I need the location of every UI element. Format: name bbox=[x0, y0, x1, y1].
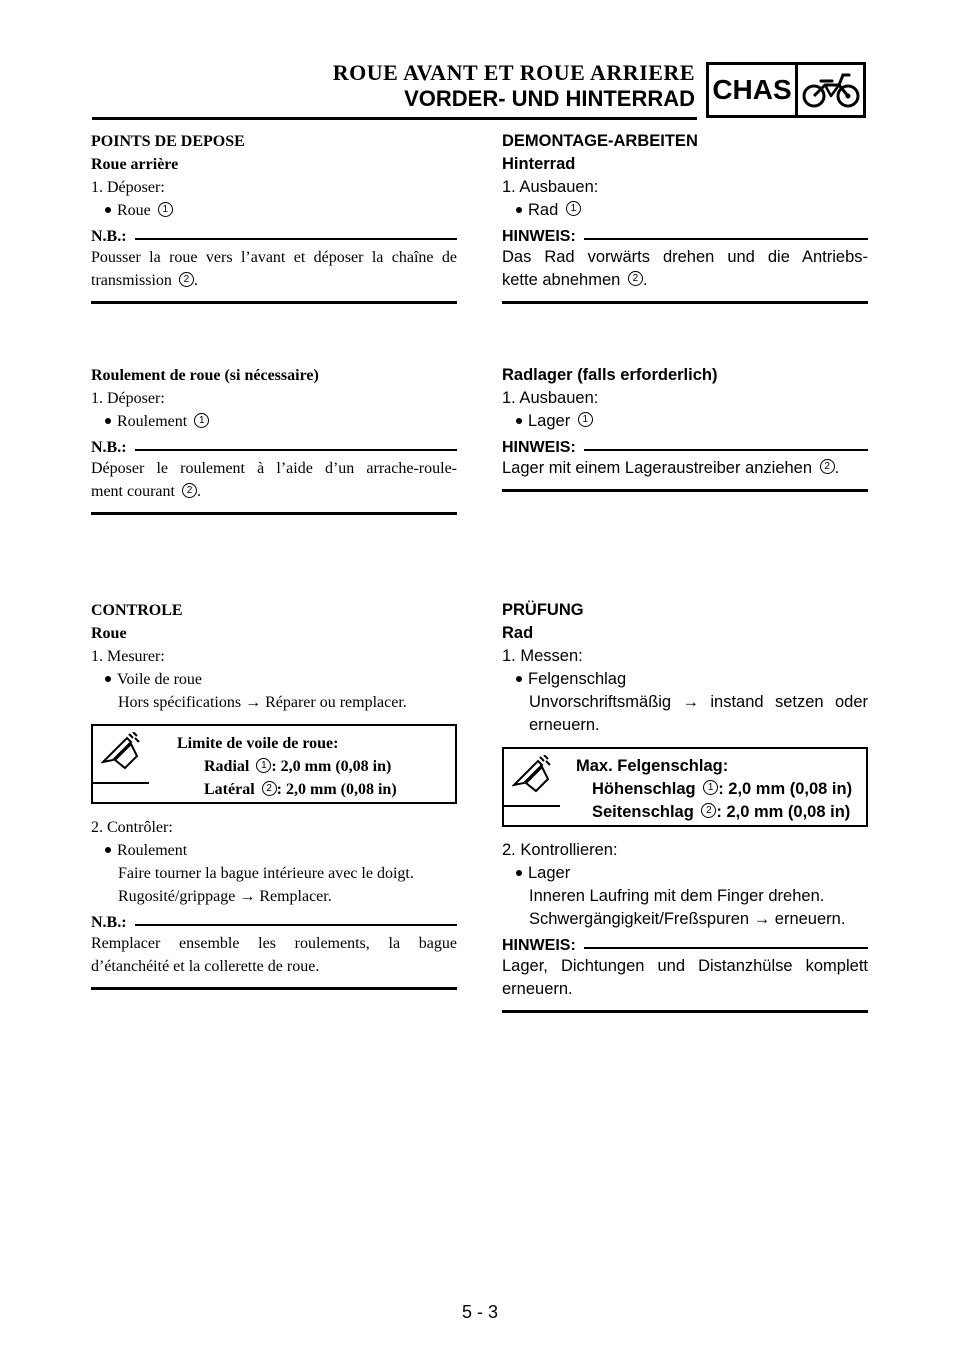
step: 2. Kontrollieren: bbox=[502, 841, 618, 859]
callout-1: 1 bbox=[703, 780, 718, 795]
instruction: Schwergängigkeit/Freßspuren → erneuern. bbox=[529, 910, 846, 928]
note-text: Pousser la roue vers l’avant et déposer la chaîne de bbox=[91, 249, 457, 266]
callout-2: 2 bbox=[179, 272, 194, 287]
subsection-title: Roue arrière bbox=[91, 156, 179, 173]
badge-divider bbox=[795, 65, 798, 115]
spec-text: Max. Felgenschlag: Höhenschlag 1 : 2,0 mm (0,08 in) Seitenschlag 2 : 2,0 mm (0,08 in) bbox=[576, 757, 853, 821]
check-title: PRÜFUNG bbox=[502, 601, 584, 619]
note-end-rule bbox=[502, 1010, 868, 1013]
bullet-icon bbox=[516, 418, 522, 424]
list-item: Roulement 1 bbox=[91, 410, 457, 433]
subsection-title: Roulement de roue (si nécessaire) bbox=[91, 367, 319, 384]
note-header: N.B.: bbox=[91, 914, 457, 932]
spec-box bbox=[502, 747, 868, 827]
callout-2: 2 bbox=[182, 483, 197, 498]
bullet-icon bbox=[516, 207, 522, 213]
callout-2: 2 bbox=[820, 459, 835, 474]
subsection-title: Rad bbox=[502, 624, 534, 642]
note-text: Remplacer ensemble les roulements, la bague bbox=[91, 935, 457, 952]
spec-tool-icon bbox=[93, 726, 149, 782]
note-text: Déposer le roulement à l’aide d’un arrache-roule- bbox=[91, 460, 457, 477]
note-header: N.B.: bbox=[91, 439, 457, 457]
page-title-fr: ROUE AVANT ET ROUE ARRIERE bbox=[332, 60, 695, 85]
list-item: Lager bbox=[502, 862, 868, 885]
note-text: Lager, Dichtungen und Distanzhülse komplett bbox=[502, 957, 868, 975]
callout-1: 1 bbox=[158, 202, 173, 217]
spec-box bbox=[91, 724, 457, 804]
note-text: erneuern. bbox=[502, 980, 573, 998]
instruction: Faire tourner la bague intérieure avec le doigt. bbox=[118, 865, 414, 882]
step: 1. Déposer: bbox=[91, 390, 165, 407]
note-text: transmission 2 . bbox=[91, 272, 198, 289]
page-title-de: VORDER- UND HINTERRAD bbox=[404, 86, 695, 111]
note-header: HINWEIS: bbox=[502, 228, 868, 246]
bullet-icon bbox=[105, 207, 111, 213]
list-item: Voile de roue bbox=[91, 668, 457, 691]
german-column bbox=[502, 130, 868, 1013]
removal-title: DEMONTAGE-ARBEITEN bbox=[502, 132, 698, 150]
step: 2. Contrôler: bbox=[91, 819, 173, 836]
callout-1: 1 bbox=[194, 413, 209, 428]
callout-1: 1 bbox=[578, 412, 593, 427]
note-text: d’étanchéité et la collerette de roue. bbox=[91, 958, 320, 975]
callout-1: 1 bbox=[256, 758, 271, 773]
removal-title: POINTS DE DEPOSE bbox=[91, 133, 245, 150]
bullet-icon bbox=[105, 418, 111, 424]
note-text: Lager mit einem Lageraustreiber anziehen 2 . bbox=[502, 459, 840, 477]
step: 1. Mesurer: bbox=[91, 648, 165, 665]
instruction: Inneren Laufring mit dem Finger drehen. bbox=[529, 887, 825, 905]
header-rule bbox=[92, 117, 697, 120]
callout-2: 2 bbox=[262, 781, 277, 796]
subsection-title: Roue bbox=[91, 625, 127, 642]
step: 1. Ausbauen: bbox=[502, 178, 599, 196]
bullet-icon bbox=[105, 676, 111, 682]
note-header: HINWEIS: bbox=[502, 439, 868, 457]
section-badge-label: CHAS bbox=[712, 74, 792, 105]
bullet-icon bbox=[516, 676, 522, 682]
note-header: HINWEIS: bbox=[502, 937, 868, 955]
note-text: kette abnehmen 2 . bbox=[502, 271, 648, 289]
page-number: 5 - 3 bbox=[461, 1302, 499, 1322]
step: 1. Déposer: bbox=[91, 179, 165, 196]
check-title: CONTROLE bbox=[91, 602, 183, 619]
list-item: Felgenschlag bbox=[502, 668, 868, 691]
instruction: Unvorschriftsmäßig → instand setzen oder bbox=[529, 693, 868, 711]
step: 1. Messen: bbox=[502, 647, 583, 665]
subsection-title: Radlager (falls erforderlich) bbox=[502, 366, 718, 384]
spec-tool-icon bbox=[504, 749, 560, 805]
list-item: Roue 1 bbox=[91, 199, 457, 222]
french-column bbox=[91, 130, 457, 990]
callout-2: 2 bbox=[628, 271, 643, 286]
list-item: Lager 1 bbox=[502, 410, 868, 433]
instruction: Hors spécifications → Réparer ou remplacer. bbox=[118, 694, 407, 711]
note-header: N.B.: bbox=[91, 228, 457, 246]
motorcycle-icon bbox=[801, 69, 861, 111]
instruction: erneuern. bbox=[529, 716, 600, 734]
list-item: Roulement bbox=[91, 839, 457, 862]
callout-2: 2 bbox=[701, 803, 716, 818]
callout-1: 1 bbox=[566, 201, 581, 216]
list-item: Rad 1 bbox=[502, 199, 868, 222]
spec-text: Limite de voile de roue: Radial 1 : 2,0 mm (0,08 in) Latéral 2 : 2,0 mm (0,08 in) bbox=[177, 735, 397, 798]
section-badge bbox=[706, 62, 866, 118]
bullet-icon bbox=[105, 847, 111, 853]
step: 1. Ausbauen: bbox=[502, 389, 599, 407]
note-end-rule bbox=[91, 987, 457, 990]
bullet-icon bbox=[516, 870, 522, 876]
instruction: Rugosité/grippage → Remplacer. bbox=[118, 888, 332, 905]
note-text: ment courant 2 . bbox=[91, 483, 201, 500]
note-text: Das Rad vorwärts drehen und die Antriebs- bbox=[502, 248, 868, 266]
subsection-title: Hinterrad bbox=[502, 155, 576, 173]
